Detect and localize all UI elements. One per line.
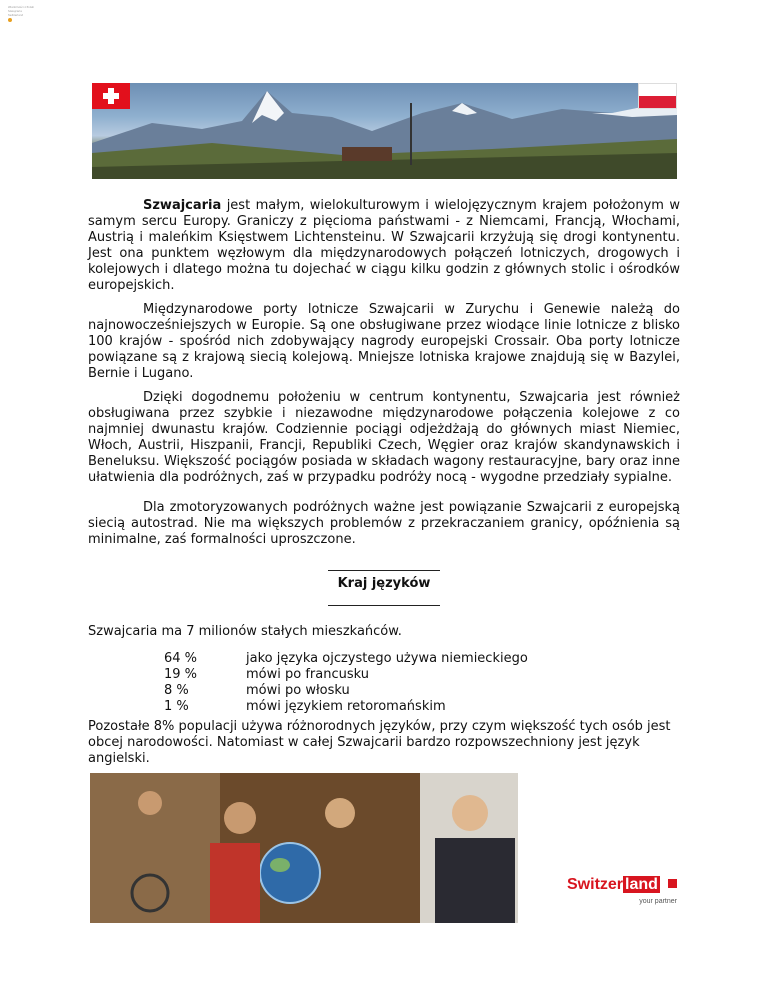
classroom-photo: [90, 773, 518, 923]
language-list: [164, 651, 528, 715]
language-percent: 1 %: [164, 699, 189, 714]
stamp-dot-icon: [8, 18, 12, 22]
country-name: Szwajcaria: [143, 198, 222, 213]
stamp-line: Wiadomości z Polski: [8, 6, 35, 9]
list-item: [164, 651, 528, 667]
stamp-line: Switzerland: [8, 14, 24, 17]
document-stamp: [8, 6, 68, 24]
logo-word: Switzer: [567, 876, 624, 893]
closing-paragraph: Pozostałe 8% populacji używa różnorodnych języków, przy czym większość tych osób jest obcej narodowości. Natomiast w całej Szwajcarii bardzo rozpowszechniony jest język angielski.: [88, 719, 671, 766]
mountain-landscape: [92, 83, 677, 179]
logo-tagline: your partner: [639, 898, 677, 905]
divider-top: [328, 570, 440, 571]
language-percent: 19 %: [164, 667, 198, 682]
divider-bottom: [328, 605, 440, 606]
list-item: [164, 699, 528, 715]
list-item: [164, 683, 528, 699]
paragraph-text: Dla zmotoryzowanych podróżnych ważne jest powiązanie Szwajcarii z europejską siecią autostrad. Nie ma większych problemów z przekraczaniem granicy, opóźnienia są minimalne, zaś formalności uproszczone.: [88, 500, 680, 547]
language-description: mówi po włosku: [246, 683, 350, 698]
population-line: Szwajcaria ma 7 milionów stałych mieszkańców.: [88, 624, 402, 639]
people-with-globe-illustration: [90, 773, 518, 923]
stamp-line: Szwajcaria: [8, 10, 22, 13]
swiss-cross-icon: [668, 879, 677, 888]
paragraph-text: jest małym, wielokulturowym i wielojęzycznym krajem położonym w samym sercu Europy. Graniczy z pięcioma państwami - z Niemcami, Francją, Włochami, Austrią i maleńkim Księstwem Lichtensteinu. W Szwajcarii krzyżują się drogi kontynentu. Jest ona punktem węzłowym dla międzynarodowych połączeń lotniczych, drogowych i kolejowych i dlatego można tu dojechać w ciągu kilku godzin z głównych stolic i ośrodków europejskich.: [88, 198, 680, 293]
switzerland-logo: [567, 874, 679, 910]
language-description: mówi po francusku: [246, 667, 369, 682]
paragraph-text: Międzynarodowe porty lotnicze Szwajcarii w Zurychu i Genewie należą do najnowocześniejszych w Europie. Są one obsługiwane przez wiodące linie lotnicze z blisko 100 krajów - spośród nich zdobywający nagrody europejski Crossair. Oba porty lotnicze powiązane są z krajową siecią kolejową. Mniejsze lotniska krajowe znajdują się w Bazylei, Bernie i Lugano.: [88, 302, 680, 381]
polish-flag-icon: [638, 83, 677, 109]
language-percent: 64 %: [164, 651, 198, 666]
banner-image: [92, 83, 677, 179]
logo-word: land: [625, 876, 658, 893]
language-description: mówi językiem retoromańskim: [246, 699, 446, 714]
paragraph-intro: [88, 198, 680, 294]
language-description: jako języka ojczystego używa niemieckiego: [246, 651, 528, 666]
paragraph-text: Dzięki dogodnemu położeniu w centrum kontynentu, Szwajcaria jest również obsługiwana przez szybkie i niezawodne międzynarodowe połączenia kolejowe z co najmniej dwunastu krajów. Codziennie pociągi odjeżdżają do głównych miast Niemiec, Włoch, Austrii, Hiszpanii, Francji, Republiki Czech, Węgier oraz krajów skandynawskich i Beneluksu. Większość pociągów posiada w składach wagony restauracyjne, bary oraz inne ułatwienia dla podróżnych, zaś w przypadku podróży nocą - wygodne przedziały sypialne.: [88, 390, 680, 485]
paragraph-airports: [88, 302, 680, 382]
list-item: [164, 667, 528, 683]
section-heading: Kraj języków: [337, 576, 431, 591]
language-percent: 8 %: [164, 683, 189, 698]
swiss-flag-icon: [92, 83, 130, 109]
paragraph-rail: [88, 390, 680, 486]
paragraph-roads: [88, 500, 680, 548]
